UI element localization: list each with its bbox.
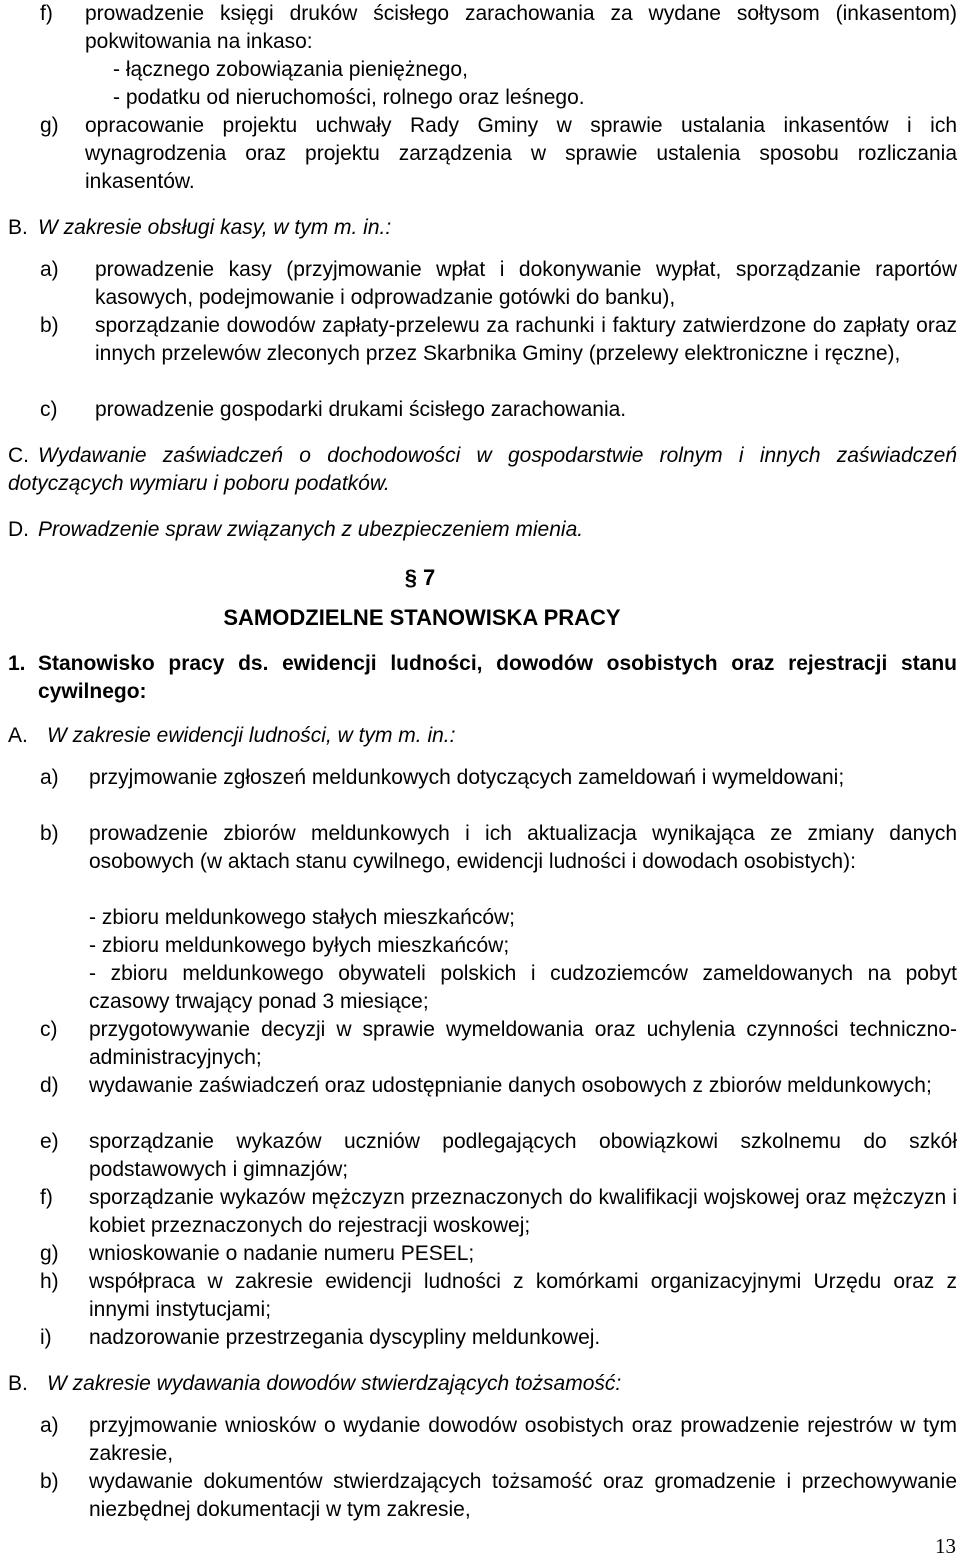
a-item-e-label: e) <box>40 1130 59 1153</box>
a-item-h-label: h) <box>40 1270 59 1293</box>
a-item-b-label: b) <box>40 822 59 845</box>
section-b-label: B. <box>8 216 28 239</box>
b-item-c-label: c) <box>40 398 58 421</box>
item-f-text: prowadzenie księgi druków ścisłego zarachowania za wydane sołtysom (inkasentom) pokwitowania na inkaso: <box>85 2 957 53</box>
a-item-g-text: wnioskowanie o nadanie numeru PESEL; <box>89 1242 475 1265</box>
b-item-a-text: prowadzenie kasy (przyjmowanie wpłat i dokonywanie wypłat, sporządzanie raportów kasowych, podejmowanie i odprowadzanie gotówki do banku), <box>95 258 957 309</box>
b-item-b-label: b) <box>40 314 59 337</box>
a-item-i-text: nadzorowanie przestrzegania dyscypliny meldunkowej. <box>89 1326 601 1349</box>
a-item-d-text: wydawanie zaświadczeń oraz udostępnianie danych osobowych z zbiorów meldunkowych; <box>89 1074 932 1097</box>
b2-item-b-text: wydawanie dokumentów stwierdzających tożsamość oraz gromadzenie i przechowywanie niezbędnej dokumentacji w tym zakresie, <box>89 1470 957 1521</box>
paragraph-heading: SAMODZIELNE STANOWISKA PRACY <box>223 605 621 630</box>
page-number: 13 <box>935 1534 956 1558</box>
b2-item-b-label: b) <box>40 1470 59 1493</box>
a-item-b-sub-2: - zbioru meldunkowego byłych mieszkańców; <box>89 934 510 957</box>
section-c-title: Wydawanie zaświadczeń o dochodowości w gospodarstwie rolnym i innych zaświadczeń dotyczących wymiaru i poboru podatków. <box>8 444 957 495</box>
b2-item-a-text: przyjmowanie wniosków o wydanie dowodów osobistych oraz prowadzenie rejestrów w tym zakresie, <box>89 1414 957 1465</box>
section-c-label: C. <box>8 444 29 467</box>
a-item-c-label: c) <box>40 1018 58 1041</box>
a-item-b-text: prowadzenie zbiorów meldunkowych i ich aktualizacja wynikająca ze zmiany danych osobowych (w aktach stanu cywilnego, ewidencji ludności i dowodach osobistych): <box>89 822 957 873</box>
a-item-f-label: f) <box>40 1186 53 1209</box>
a-item-b-sub-1: - zbioru meldunkowego stałych mieszkańców; <box>89 906 516 929</box>
paragraph-symbol: § 7 <box>404 565 436 590</box>
b-item-b-text: sporządzanie dowodów zapłaty-przelewu za rachunki i faktury zatwierdzone do zapłaty oraz innych przelewów zleconych przez Skarbnika Gminy (przelewy elektroniczne i ręczne), <box>95 314 957 365</box>
section-d-title: Prowadzenie spraw związanych z ubezpieczeniem mienia. <box>38 518 584 541</box>
section-a-label: A. <box>8 724 28 747</box>
a-item-i-label: i) <box>40 1326 52 1349</box>
a-item-c-text: przygotowywanie decyzji w sprawie wymeldowania oraz uchylenia czynności techniczno-administracyjnych; <box>89 1018 957 1069</box>
b-item-a-label: a) <box>40 258 59 281</box>
a-item-d-label: d) <box>40 1074 59 1097</box>
section-a-title: W zakresie ewidencji ludności, w tym m. in.: <box>47 724 456 747</box>
b2-item-a-label: a) <box>40 1414 59 1437</box>
item-f-label: f) <box>40 2 53 25</box>
post-1-label: 1. <box>8 652 26 675</box>
item-g-text: opracowanie projektu uchwały Rady Gminy w sprawie ustalania inkasentów i ich wynagrodzenia oraz projektu zarządzenia w sprawie ustalenia sposobu rozliczania inkasentów. <box>85 114 957 193</box>
section-b2-label: B. <box>8 1372 28 1395</box>
a-item-a-text: przyjmowanie zgłoszeń meldunkowych dotyczących zameldowań i wymeldowani; <box>89 766 845 789</box>
b-item-c-text: prowadzenie gospodarki drukami ścisłego zarachowania. <box>95 398 627 421</box>
post-1-title: Stanowisko pracy ds. ewidencji ludności, dowodów osobistych oraz rejestracji stanu cywilnego: <box>38 652 957 703</box>
item-g-label: g) <box>40 114 59 137</box>
a-item-a-label: a) <box>40 766 59 789</box>
a-item-b-sub-3: - zbioru meldunkowego obywateli polskich i cudzoziemców zameldowanych na pobyt czasowy trwający ponad 3 miesiące; <box>89 962 957 1013</box>
a-item-e-text: sporządzanie wykazów uczniów podlegających obowiązkowi szkolnemu do szkół podstawowych i gimnazjów; <box>89 1130 957 1181</box>
a-item-h-text: współpraca w zakresie ewidencji ludności z komórkami organizacyjnymi Urzędu oraz z innymi instytucjami; <box>89 1270 957 1321</box>
a-item-f-text: sporządzanie wykazów mężczyzn przeznaczonych do kwalifikacji wojskowej oraz mężczyzn i kobiet przeznaczonych do rejestracji woskowej; <box>89 1186 957 1237</box>
a-item-g-label: g) <box>40 1242 59 1265</box>
item-f-sub-1: - łącznego zobowiązania pieniężnego, <box>113 58 468 81</box>
section-b2-title: W zakresie wydawania dowodów stwierdzających tożsamość: <box>47 1372 622 1395</box>
section-d-label: D. <box>8 518 29 541</box>
item-f-sub-2: - podatku od nieruchomości, rolnego oraz leśnego. <box>113 86 585 109</box>
section-b-title: W zakresie obsługi kasy, w tym m. in.: <box>38 216 392 239</box>
